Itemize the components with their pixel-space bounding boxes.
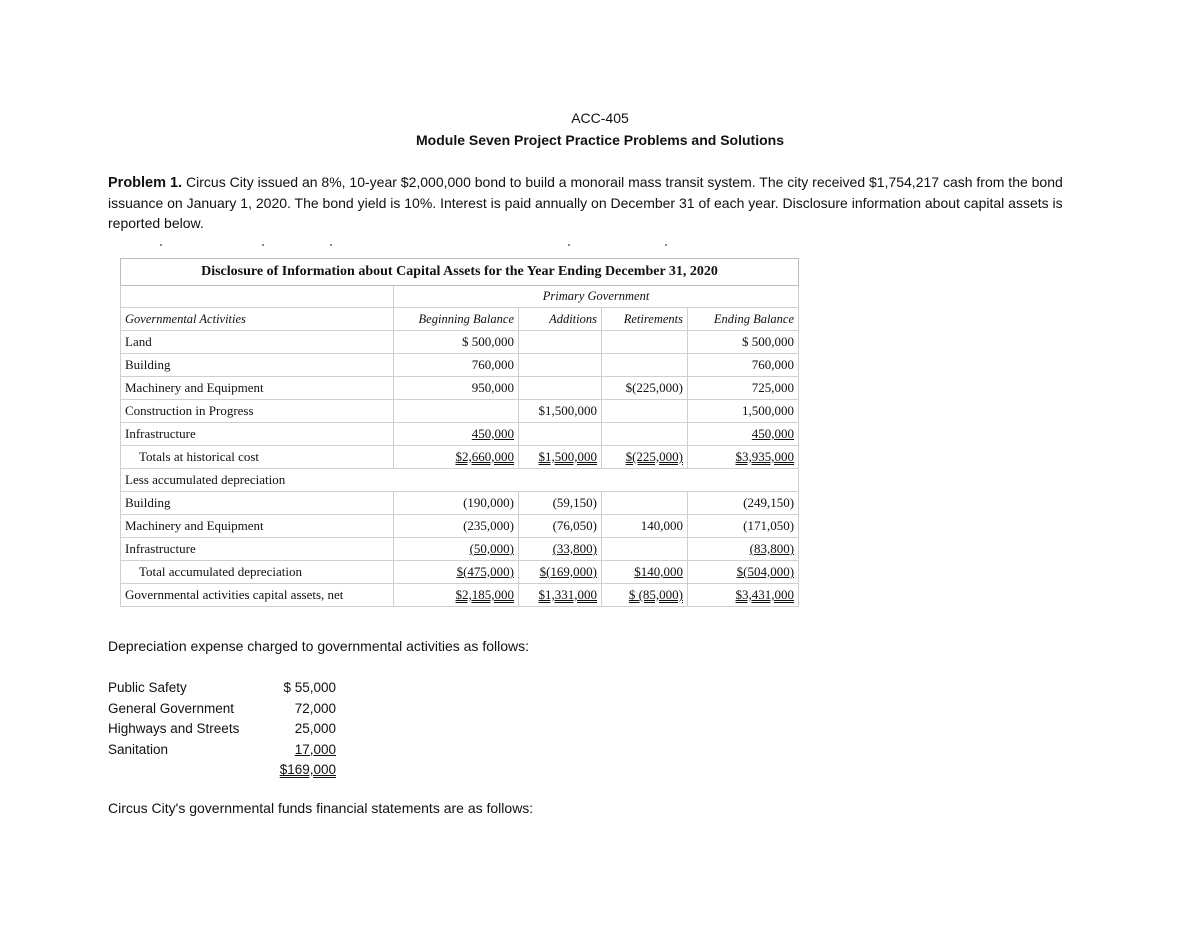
list-item: Public Safety $ 55,000 — [108, 680, 336, 695]
column-header: Retirements — [602, 308, 688, 331]
column-header: Ending Balance — [688, 308, 799, 331]
table-row: Less accumulated depreciation — [121, 469, 799, 492]
capital-assets-table — [120, 258, 798, 607]
depreciation-intro: Depreciation expense charged to governmental activities as follows: — [108, 638, 530, 654]
separator-marks — [160, 244, 680, 250]
problem-label: Problem 1. — [108, 175, 183, 191]
column-header: Additions — [519, 308, 602, 331]
list-item: Highways and Streets 25,000 — [108, 721, 336, 736]
page-title: Module Seven Project Practice Problems and Solutions — [416, 132, 784, 148]
list-item: General Government 72,000 — [108, 700, 336, 716]
table-row: Land $ 500,000 $ 500,000 — [121, 331, 799, 354]
depreciation-list — [108, 678, 336, 781]
table-row: Totals at historical cost $2,660,000 $1,500,000 $(225,000) $3,935,000 — [121, 446, 799, 469]
course-code: ACC-405 — [571, 110, 629, 126]
column-header: Governmental Activities — [121, 308, 394, 331]
table-row: Building (190,000) (59,150) (249,150) — [121, 492, 799, 515]
table-row: Infrastructure 450,000 450,000 — [121, 423, 799, 446]
table-title: Disclosure of Information about Capital Assets for the Year Ending December 31, 2020 — [121, 259, 799, 286]
primary-government-label: Primary Government — [394, 286, 799, 308]
table-header-row — [121, 308, 799, 331]
table-row: Building 760,000 760,000 — [121, 354, 799, 377]
table-row: Construction in Progress $1,500,000 1,500,000 — [121, 400, 799, 423]
closing-sentence: Circus City's governmental funds financial statements are as follows: — [108, 800, 534, 816]
column-header: Beginning Balance — [394, 308, 519, 331]
problem-statement — [108, 172, 1098, 233]
list-item: Sanitation 17,000 — [108, 741, 336, 757]
table-row: Machinery and Equipment (235,000) (76,050) 140,000 (171,050) — [121, 515, 799, 538]
table-row: Infrastructure (50,000) (33,800) (83,800) — [121, 538, 799, 561]
depreciation-total: $169,000 — [279, 762, 336, 777]
problem-text: Circus City issued an 8%, 10-year $2,000,000 bond to build a monorail mass transit system. The city received $1,754,217 cash from the bond issuance on January 1, 2020. The bond yield is 10%. Interest is paid annually on December 31 of each year. Disclosure information about capital assets is reported below. — [108, 174, 1063, 231]
table-row: Machinery and Equipment 950,000 $(225,000) 725,000 — [121, 377, 799, 400]
table-row: Governmental activities capital assets, net $2,185,000 $1,331,000 $ (85,000) $3,431,000 — [121, 584, 799, 607]
table-row: Total accumulated depreciation $(475,000) $(169,000) $140,000 $(504,000) — [121, 561, 799, 584]
